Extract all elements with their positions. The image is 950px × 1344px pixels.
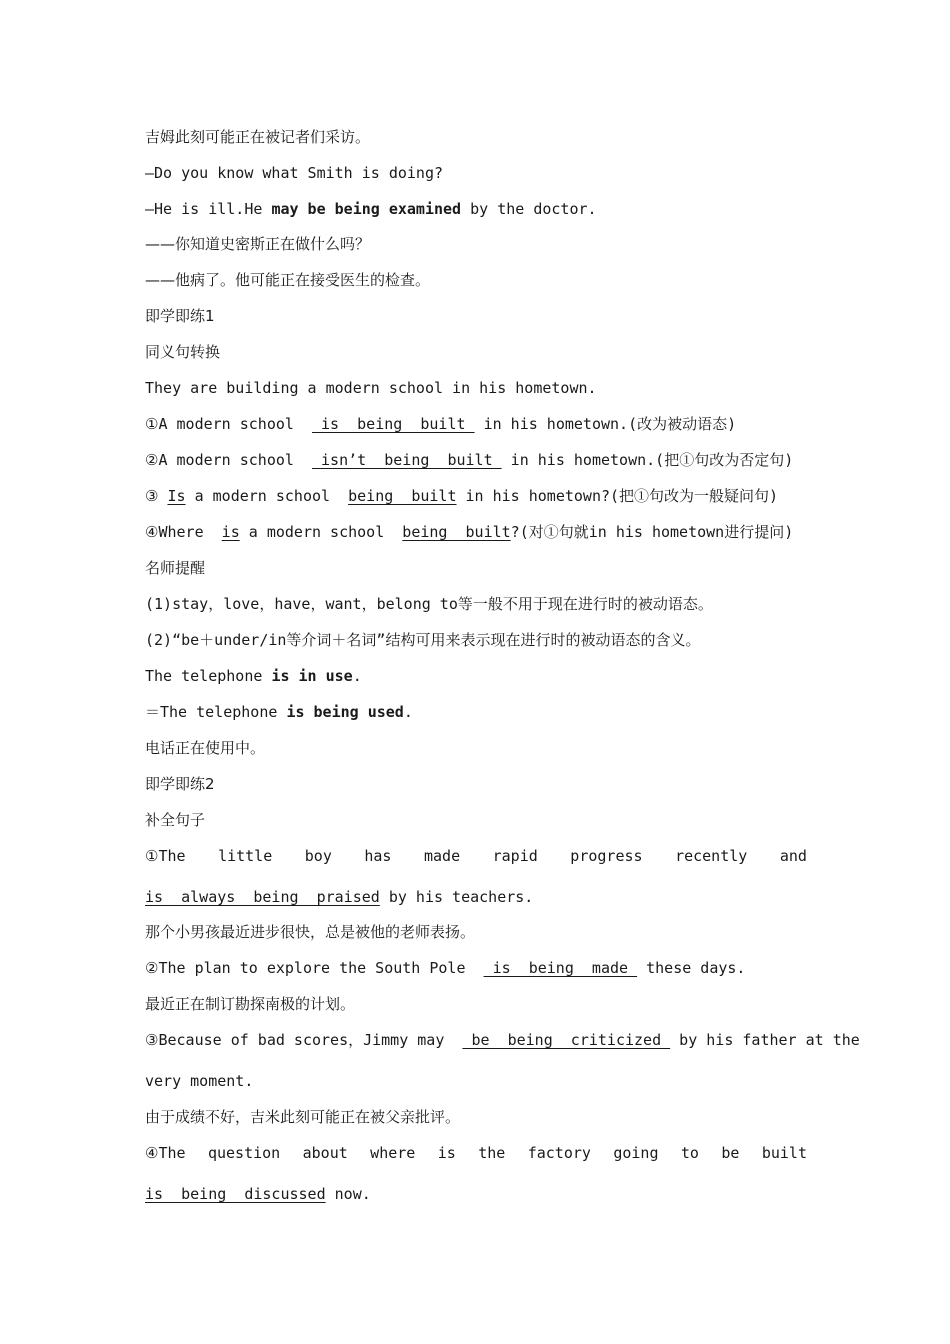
item-4-prefix: ④Where <box>145 523 222 541</box>
sentence-3-answer: be being criticized <box>462 1031 671 1049</box>
sentence-1-suffix: by his teachers. <box>379 888 534 906</box>
item-1-answer: is being built <box>311 415 475 433</box>
word: has <box>364 847 392 865</box>
exercise-2-sentence-4-line-1 <box>145 1143 807 1163</box>
dialog-answer-key-phrase: may be being examined <box>271 200 462 218</box>
word: the <box>478 1144 506 1162</box>
item-3-suffix: in his hometown?(把①句改为一般疑问句) <box>456 487 779 505</box>
sentence-3-suffix: by his father at the <box>670 1031 860 1049</box>
exercise-1-subheading: 同义句转换 <box>145 343 221 361</box>
exercise-1-source-sentence: They are building a modern school in his hometown. <box>145 379 597 397</box>
sentence-2-prefix: ②The plan to explore the South Pole <box>145 959 484 977</box>
item-2-answer: isn’t being built <box>311 451 502 469</box>
dialog-answer-translation: ——他病了。他可能正在接受医生的检查。 <box>145 271 431 289</box>
exercise-2-sentence-4-line-2 <box>145 1184 807 1204</box>
tip-example-1 <box>145 666 807 686</box>
word: ①The <box>145 847 186 865</box>
exercise-2-subheading: 补全句子 <box>145 811 206 829</box>
word: and <box>779 847 807 865</box>
word: going <box>613 1144 659 1162</box>
tips-heading: 名师提醒 <box>145 559 206 577</box>
dialog-answer <box>145 199 807 219</box>
item-4-middle: a modern school <box>239 523 403 541</box>
dialog-question-translation: ——你知道史密斯正在做什么吗？ <box>145 235 371 253</box>
word: rapid <box>492 847 538 865</box>
word: recently <box>675 847 748 865</box>
item-4-suffix: ?(对①句就in his hometown进行提问) <box>510 523 794 541</box>
dialog-answer-post: by the doctor. <box>461 200 597 218</box>
exercise-1-item-1 <box>145 414 807 434</box>
example-1-pre: The telephone <box>145 667 272 685</box>
exercise-2-heading: 即学即练2 <box>145 775 215 793</box>
exercise-1-item-3 <box>145 486 807 506</box>
word: question <box>207 1144 281 1162</box>
sentence-2-answer: is being made <box>483 959 638 977</box>
exercise-2-sentence-1-line-2 <box>145 887 807 907</box>
word: about <box>302 1144 348 1162</box>
word: made <box>423 847 461 865</box>
word: progress <box>570 847 643 865</box>
word: ④The <box>145 1144 186 1162</box>
word: little <box>218 847 273 865</box>
dialog-answer-pre: —He is ill.He <box>145 200 272 218</box>
exercise-2-sentence-2-translation: 最近正在制订勘探南极的计划。 <box>145 995 356 1013</box>
sentence-4-suffix: now. <box>325 1185 371 1203</box>
word: to <box>680 1144 699 1162</box>
example-1-key-phrase: is in use <box>271 667 353 685</box>
item-3-prefix: ③ <box>145 487 168 505</box>
word: built <box>761 1144 807 1162</box>
sentence-3-prefix: ③Because of bad scores，Jimmy may <box>145 1031 463 1049</box>
word: is <box>437 1144 456 1162</box>
item-1-prefix: ①A modern school <box>145 415 312 433</box>
exercise-2-sentence-3 <box>145 1030 860 1050</box>
exercise-1-item-2 <box>145 450 807 470</box>
sentence-4-answer: is being discussed <box>145 1185 326 1203</box>
exercise-1-heading: 即学即练1 <box>145 307 215 325</box>
tip-example-2 <box>145 702 807 722</box>
example-2-post: . <box>403 703 413 721</box>
dialog-question: —Do you know what Smith is doing? <box>145 164 444 182</box>
tip-example-translation: 电话正在使用中。 <box>145 739 266 757</box>
intro-translation: 吉姆此刻可能正在被记者们采访。 <box>145 128 371 146</box>
tip-2: (2)“be＋under/in等介词＋名词”结构可用来表示现在进行时的被动语态的含义。 <box>145 631 701 649</box>
word: boy <box>304 847 332 865</box>
item-4-answer-2: being built <box>402 523 511 541</box>
example-2-pre: ＝The telephone <box>145 703 287 721</box>
item-2-prefix: ②A modern school <box>145 451 312 469</box>
item-4-answer-1: is <box>221 523 240 541</box>
sentence-1-answer: is always being praised <box>145 888 380 906</box>
example-2-key-phrase: is being used <box>286 703 404 721</box>
exercise-1-item-4 <box>145 522 807 542</box>
item-2-suffix: in his hometown.(把①句改为否定句) <box>501 451 794 469</box>
item-3-answer-1: Is <box>167 487 186 505</box>
exercise-2-sentence-1-line-1 <box>145 846 807 866</box>
example-1-post: . <box>352 667 362 685</box>
exercise-2-sentence-2 <box>145 958 807 978</box>
word: be <box>721 1144 740 1162</box>
word: factory <box>527 1144 591 1162</box>
item-1-suffix: in his hometown.(改为被动语态) <box>474 415 737 433</box>
item-3-answer-2: being built <box>348 487 457 505</box>
tip-1: (1)stay，love，have，want，belong to等一般不用于现在进行时的被动语态。 <box>145 595 713 613</box>
word: where <box>370 1144 416 1162</box>
exercise-2-sentence-1-translation: 那个小男孩最近进步很快，总是被他的老师表扬。 <box>145 923 476 941</box>
item-3-middle: a modern school <box>185 487 349 505</box>
sentence-2-suffix: these days. <box>637 959 746 977</box>
exercise-2-sentence-3-translation: 由于成绩不好，吉米此刻可能正在被父亲批评。 <box>145 1108 461 1126</box>
exercise-2-sentence-3-continuation: very moment. <box>145 1072 254 1090</box>
